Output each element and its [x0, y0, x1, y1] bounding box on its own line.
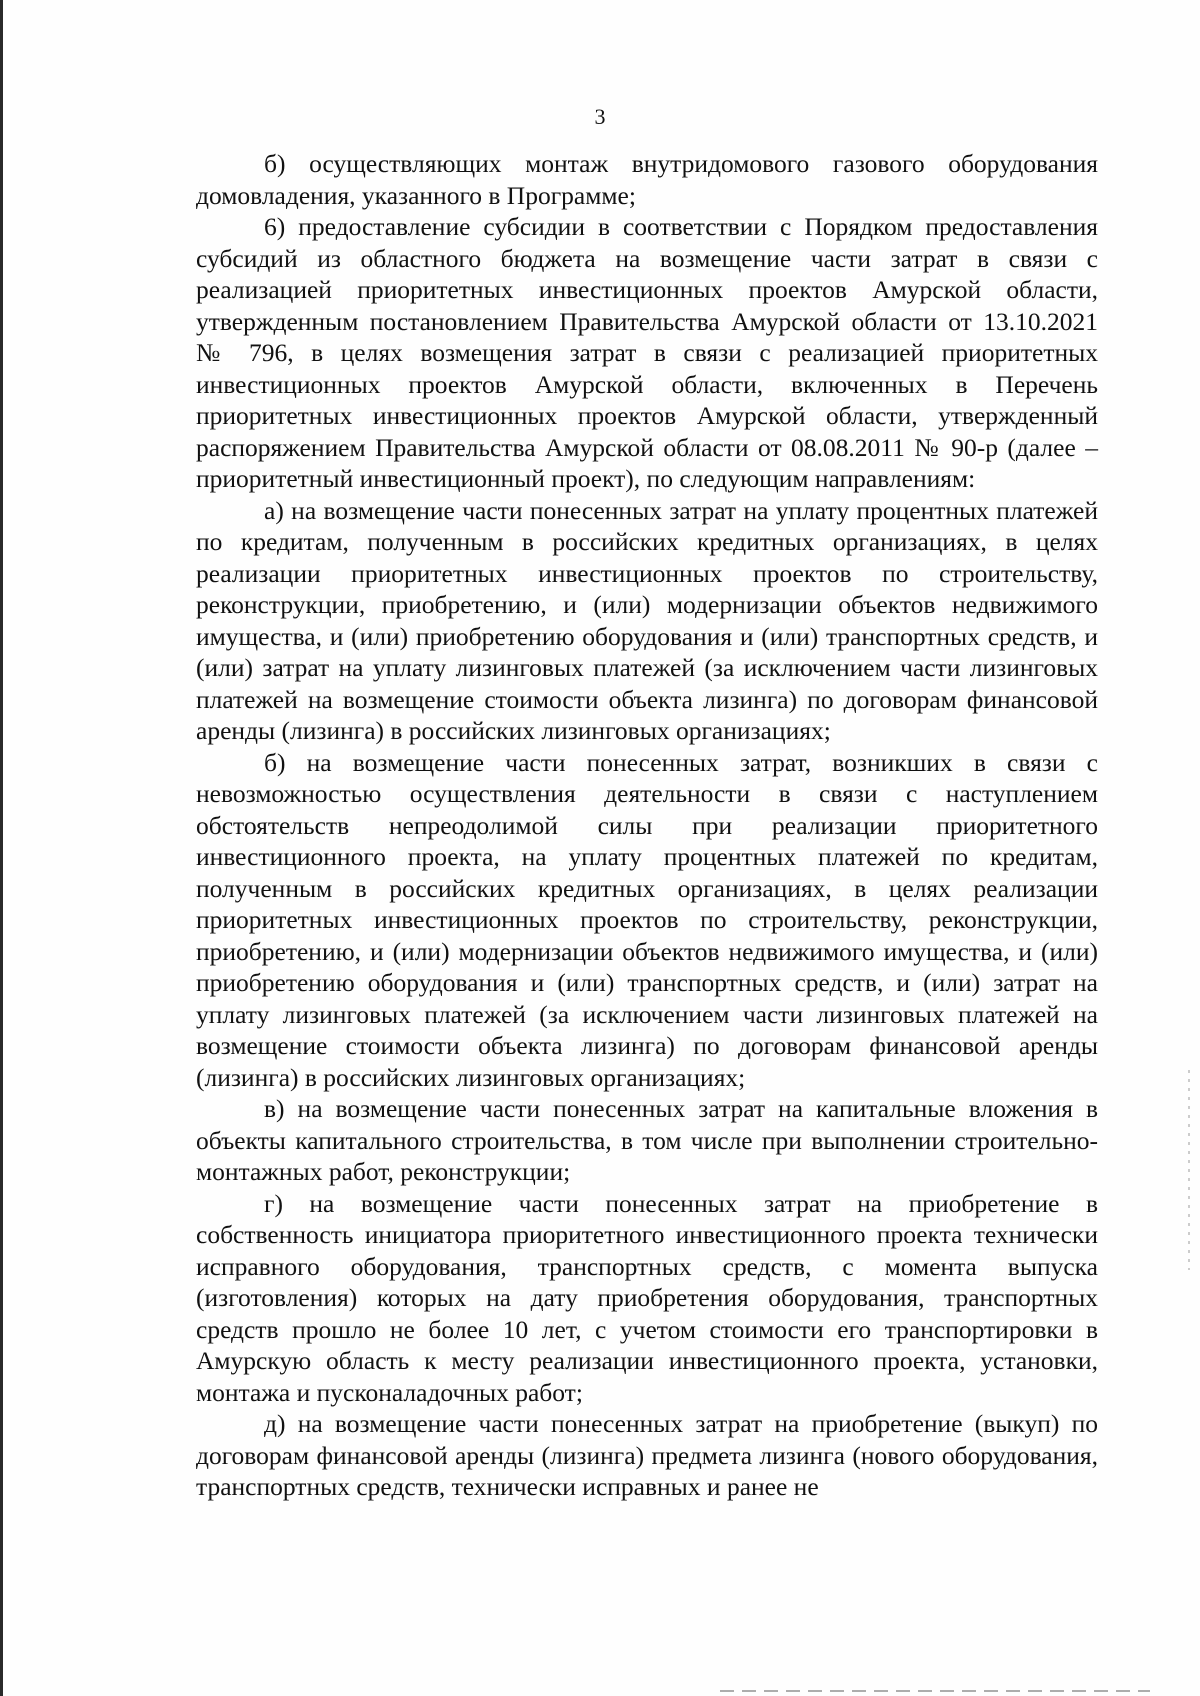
paragraph-d-leasing-buyout: д) на возмещение части понесенных затрат на приобретение (выкуп) по договорам финансовой аренды (лизинга) предмета лизинга (нового оборудования, транспортных средств, технически исправных и ранее не [196, 1409, 1098, 1501]
page-number: 3 [594, 104, 606, 129]
paragraph-b-installation: б) осуществляющих монтаж внутридомового газового оборудования домовладения, указанного в Программе; [196, 149, 1098, 210]
scan-margin-specks [1188, 1070, 1190, 1270]
paragraph-g-equipment-purchase: г) на возмещение части понесенных затрат на приобретение в собственность инициатора приоритетного инвестиционного проекта технически исправного оборудования, транспортных средств, с момента выпуска (изготовления) которых на дату приобретения оборудования, транспортных средств прошло не более 10 лет, с учетом стоимости его транспортировки в Амурскую область к месту реализации инвестиционного проекта, установки, монтажа и пусконаладочных работ; [196, 1188, 1098, 1407]
document-body [196, 148, 1098, 1503]
paragraph-6-subsidy: 6) предоставление субсидии в соответствии с Порядком предоставления субсидий из областного бюджета на возмещение части затрат в связи с реализацией приоритетных инвестиционных проектов Амурской области, утвержденным постановлением Правительства Амурской области от 13.10.2021 № 796, в целях возмещения затрат в связи с реализацией приоритетных инвестиционных проектов Амурской области, включенных в Перечень приоритетных инвестиционных проектов Амурской области, утвержденный распоряжением Правительства Амурской области от 08.08.2011 № 90-р (далее – приоритетный инвестиционный проект), по следующим направлениям: [196, 212, 1098, 493]
paragraph-v-capital-investment: в) на возмещение части понесенных затрат на капитальные вложения в объекты капитального строительства, в том числе при выполнении строительно-монтажных работ, реконструкции; [196, 1094, 1098, 1186]
paragraph-b-force-majeure: б) на возмещение части понесенных затрат, возникших в связи с невозможностью осуществления деятельности в связи с наступлением обстоятельств непреодолимой силы при реализации приоритетного инвестиционного проекта, на уплату процентных платежей по кредитам, полученным в российских кредитных организациях, в целях реализации приоритетных инвестиционных проектов по строительству, реконструкции, приобретению, и (или) модернизации объектов недвижимого имущества, и (или) приобретению оборудования и (или) транспортных средств, и (или) затрат на уплату лизинговых платежей (за исключением части лизинговых платежей на возмещение стоимости объекта лизинга) по договорам финансовой аренды (лизинга) в российских лизинговых организациях; [196, 747, 1098, 1092]
paragraph-a-interest-payments: а) на возмещение части понесенных затрат на уплату процентных платежей по кредитам, полученным в российских кредитных организациях, в целях реализации приоритетных инвестиционных проектов по строительству, реконструкции, приобретению, и (или) модернизации объектов недвижимого имущества, и (или) приобретению оборудования и (или) транспортных средств, и (или) затрат на уплату лизинговых платежей (за исключением части лизинговых платежей на возмещение стоимости объекта лизинга) по договорам финансовой аренды (лизинга) в российских лизинговых организациях; [196, 495, 1098, 745]
scan-bottom-artifact [720, 1690, 1150, 1692]
scan-left-edge [0, 0, 3, 1696]
